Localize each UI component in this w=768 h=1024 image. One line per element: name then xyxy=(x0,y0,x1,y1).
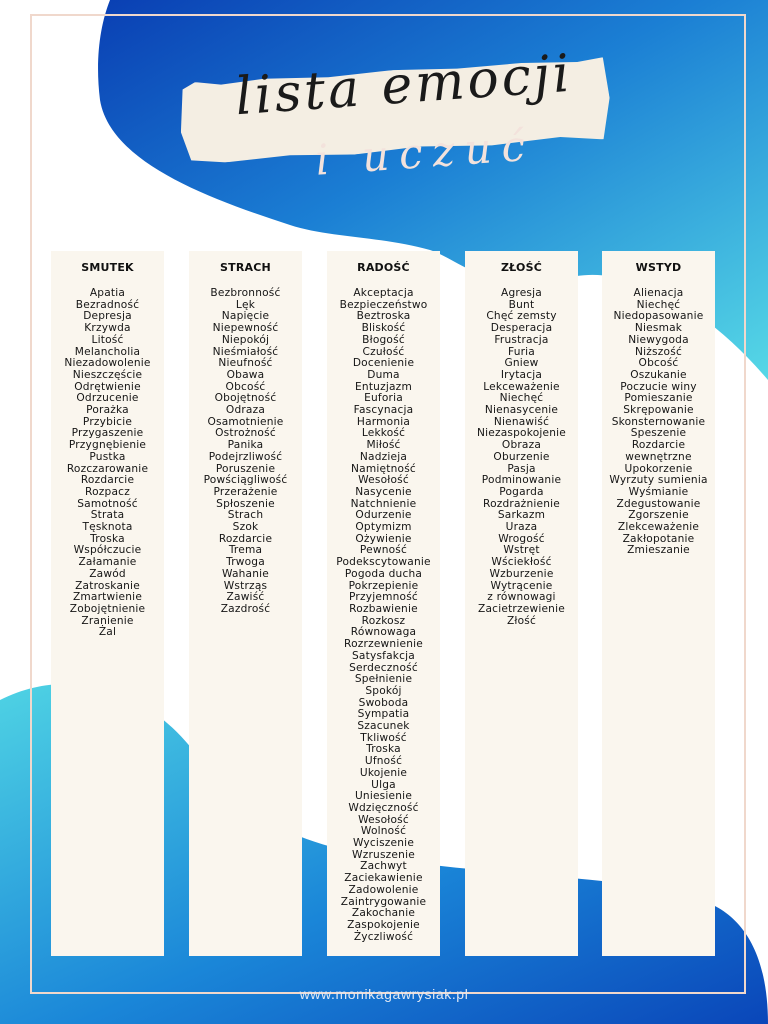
emotion-item: Wesołość xyxy=(358,474,409,487)
title-line-1: lista emocji xyxy=(233,43,575,128)
emotion-list xyxy=(189,288,302,616)
emotion-item: Zobojętnienie xyxy=(69,602,146,615)
emotion-item: Obawa xyxy=(226,368,265,381)
emotion-item: Rozbawienie xyxy=(349,602,418,615)
emotion-item: Odrzucenie xyxy=(76,392,139,405)
emotion-item: Akceptacja xyxy=(353,287,414,299)
emotion-item: Lekkość xyxy=(361,427,406,440)
emotion-item: Zazdrość xyxy=(220,602,271,615)
emotion-item: Przygnębienie xyxy=(68,439,147,452)
emotion-item: Niesmak xyxy=(634,322,683,335)
emotion-item: Przygaszenie xyxy=(71,427,144,440)
emotion-item: Niechęć xyxy=(499,392,544,405)
emotion-item: Wolność xyxy=(360,825,407,838)
emotion-item: Rozdarcie xyxy=(631,439,686,452)
emotion-item: Wahanie xyxy=(221,567,270,580)
emotion-item: Melancholia xyxy=(74,345,141,358)
emotion-item: Pasja xyxy=(507,462,536,475)
emotion-item: Samotność xyxy=(77,497,138,510)
emotion-item: Zranienie xyxy=(81,614,134,627)
emotion-item: Zgorszenie xyxy=(628,509,689,522)
emotion-item: Rozdarcie xyxy=(218,532,273,545)
emotion-item: Niedopasowanie xyxy=(613,310,704,323)
emotion-item: Wstrząs xyxy=(223,579,268,592)
emotion-item: Upokorzenie xyxy=(624,462,693,475)
emotion-item: Euforia xyxy=(364,392,403,405)
emotion-item: Satysfakcja xyxy=(352,649,415,662)
emotion-item: Docenienie xyxy=(352,357,415,370)
emotion-item: Wrogość xyxy=(498,532,545,545)
emotion-item: Podejrzliwość xyxy=(208,450,283,463)
emotion-item: Miłość xyxy=(366,439,401,452)
column-smutek xyxy=(51,251,164,956)
emotion-item: Beztroska xyxy=(356,310,411,323)
emotion-item: Osamotnienie xyxy=(207,415,284,428)
emotion-item: Furia xyxy=(507,345,536,358)
emotion-item: Przybicie xyxy=(82,415,133,428)
emotion-item: Obraza xyxy=(501,439,542,452)
emotion-item: Wyrzuty sumienia xyxy=(609,474,708,487)
emotion-item: Entuzjazm xyxy=(355,380,412,393)
emotion-item: Wstręt xyxy=(503,544,540,557)
emotion-item: Wzruszenie xyxy=(352,848,415,861)
emotion-item: Krzywda xyxy=(84,322,131,335)
column-heading: SMUTEK xyxy=(81,261,134,274)
emotion-item: Nieufność xyxy=(218,357,273,370)
emotion-item: Oszukanie xyxy=(630,368,687,381)
emotion-item: Fascynacja xyxy=(353,404,414,417)
emotion-item: Wesołość xyxy=(358,813,409,826)
emotion-item: Duma xyxy=(367,368,400,381)
emotion-item: Pokrzepienie xyxy=(348,579,419,592)
emotion-item: Lęk xyxy=(235,298,256,311)
emotion-item: Lekceważenie xyxy=(483,380,560,393)
emotion-item: Chęć zemsty xyxy=(486,310,557,323)
emotion-item: Wściekłość xyxy=(491,556,552,569)
emotion-item: Zdegustowanie xyxy=(616,497,701,510)
emotion-item: Zakłopotanie xyxy=(622,532,695,545)
emotion-item: Spłoszenie xyxy=(216,497,275,510)
emotion-item: Pogoda ducha xyxy=(344,567,423,580)
emotion-item: Natchnienie xyxy=(350,497,417,510)
emotion-item: Szok xyxy=(232,521,259,534)
emotion-item: Życzliwość xyxy=(353,930,414,943)
emotion-item: Rozpacz xyxy=(85,485,130,498)
emotion-item: Trwoga xyxy=(226,556,265,569)
emotion-item: Zakochanie xyxy=(351,907,416,920)
emotion-item: Zaspokojenie xyxy=(347,918,420,931)
emotion-item: Zachwyt xyxy=(360,860,407,873)
emotion-item: Rozkosz xyxy=(361,614,406,627)
footer-website-link[interactable]: www.monikagawrysiak.pl xyxy=(299,986,469,1002)
emotion-item: Spełnienie xyxy=(354,673,413,686)
emotion-item: Zlekceważenie xyxy=(617,521,700,534)
emotion-item: Uniesienie xyxy=(354,790,413,803)
emotion-item: Niewygoda xyxy=(628,333,689,346)
emotion-item: Serdeczność xyxy=(349,661,418,674)
emotion-item: Sympatia xyxy=(357,708,410,721)
emotion-item: Irytacja xyxy=(500,368,543,381)
emotion-item: Ostrożność xyxy=(215,427,276,440)
emotion-item: Zmartwienie xyxy=(72,591,143,604)
emotion-item: Rozczarowanie xyxy=(66,462,149,475)
emotion-item: Spokój xyxy=(365,684,402,697)
emotion-item: Wyśmianie xyxy=(628,485,689,498)
emotion-item: Ufność xyxy=(364,755,403,768)
emotion-item: Obcość xyxy=(225,380,266,393)
emotion-item: Bezpieczeństwo xyxy=(339,298,428,311)
column-strach xyxy=(189,251,302,956)
emotion-item: Frustracja xyxy=(494,333,549,346)
emotion-item: Odurzenie xyxy=(355,509,412,522)
emotion-item: Pustka xyxy=(89,450,126,463)
column-zlosc xyxy=(465,251,578,956)
emotion-item: Zaciekawienie xyxy=(344,872,423,885)
emotion-item: Przerażenie xyxy=(213,485,278,498)
emotion-item: Bezradność xyxy=(75,298,140,311)
emotion-item: Bunt xyxy=(508,298,535,311)
emotion-item: Niezaspokojenie xyxy=(476,427,567,440)
emotion-item: Depresja xyxy=(83,310,132,323)
column-heading: RADOŚĆ xyxy=(357,261,410,274)
emotion-item: Sarkazm xyxy=(497,509,546,522)
emotion-item: Nasycenie xyxy=(355,485,412,498)
emotion-item: Wyciszenie xyxy=(352,837,415,850)
emotion-item: Niechęć xyxy=(636,298,681,311)
emotion-item: Nienasycenie xyxy=(484,404,559,417)
title-line-2: i uczuć xyxy=(313,120,537,185)
emotion-item: Zawód xyxy=(89,567,126,580)
emotion-item: Strach xyxy=(227,509,264,522)
emotion-item: Odraza xyxy=(225,404,266,417)
emotion-item: Zmieszanie xyxy=(627,544,690,557)
emotion-item: Przyjemność xyxy=(349,591,418,604)
emotion-item: Nieszczęście xyxy=(72,368,143,381)
emotion-list xyxy=(327,288,440,943)
emotion-item: Troska xyxy=(90,532,125,545)
emotion-item: Apatia xyxy=(89,287,126,299)
emotion-item: Oburzenie xyxy=(493,450,550,463)
emotion-item: Odrętwienie xyxy=(74,380,141,393)
emotion-item: Obcość xyxy=(638,357,679,370)
column-heading: STRACH xyxy=(220,261,271,274)
emotion-item: Speszenie xyxy=(630,427,687,440)
emotion-item: Wzburzenie xyxy=(489,567,554,580)
emotion-list xyxy=(51,288,164,639)
emotion-item: Alienacja xyxy=(633,287,684,299)
emotion-item: Tęsknota xyxy=(82,521,133,534)
emotion-item: Poczucie winy xyxy=(620,380,697,393)
emotion-item: Zadowolenie xyxy=(348,883,419,896)
emotion-item: Niepokój xyxy=(221,333,270,346)
emotion-item: Optymizm xyxy=(355,521,412,534)
emotion-item: Zatroskanie xyxy=(75,579,140,592)
emotion-item: Porażka xyxy=(86,404,129,417)
emotion-item: Nienawiść xyxy=(493,415,550,428)
emotion-item: Ulga xyxy=(371,778,396,791)
emotion-item: Równowaga xyxy=(350,626,417,639)
emotion-list xyxy=(465,288,578,627)
emotion-item: Podminowanie xyxy=(481,474,562,487)
emotion-item: Ukojenie xyxy=(359,766,408,779)
emotion-item: Niższość xyxy=(635,345,682,358)
emotion-item: Swoboda xyxy=(358,696,409,709)
emotion-item: Troska xyxy=(366,743,401,756)
emotion-item: z równowagi xyxy=(487,591,556,604)
emotion-item: Wytrącenie xyxy=(490,579,553,592)
emotion-item: Powściągliwość xyxy=(203,474,288,487)
emotion-item: Złość xyxy=(506,614,537,627)
emotion-item: Szacunek xyxy=(357,720,410,733)
emotion-list xyxy=(602,288,715,557)
emotion-item: Agresja xyxy=(501,287,542,299)
emotion-item: Skrępowanie xyxy=(623,404,694,417)
column-heading: WSTYD xyxy=(635,261,682,274)
emotion-item: Ożywienie xyxy=(355,532,412,545)
emotion-item: Niepewność xyxy=(212,322,279,335)
emotion-item: Namiętność xyxy=(351,462,416,475)
emotion-item: Tkliwość xyxy=(360,731,407,744)
column-wstyd xyxy=(602,251,715,956)
emotion-item: Nieśmiałość xyxy=(212,345,279,358)
emotion-item: Trema xyxy=(228,544,263,557)
emotion-item: Gniew xyxy=(504,357,539,370)
emotion-item: Pomieszanie xyxy=(624,392,693,405)
emotion-item: Harmonia xyxy=(356,415,411,428)
emotion-item: Wdzięczność xyxy=(348,801,419,814)
emotion-item: Obojętność xyxy=(214,392,277,405)
emotion-item: Nadzieja xyxy=(359,450,408,463)
emotion-item: Desperacja xyxy=(490,322,553,335)
emotion-item: Litość xyxy=(91,333,124,346)
emotion-item: Rozrzewnienie xyxy=(344,638,423,651)
emotion-item: Błogość xyxy=(362,333,405,346)
emotion-item: Rozdarcie xyxy=(80,474,135,487)
emotion-item: Strata xyxy=(90,509,125,522)
emotion-item: Skonsternowanie xyxy=(611,415,706,428)
emotion-item: Zaintrygowanie xyxy=(340,895,427,908)
emotion-item: Uraza xyxy=(505,521,538,534)
emotion-item: Pogarda xyxy=(499,485,544,498)
emotion-item: Napięcie xyxy=(221,310,270,323)
emotion-item: Niezadowolenie xyxy=(64,357,151,370)
emotion-item: Współczucie xyxy=(73,544,142,557)
emotion-item: Panika xyxy=(227,439,264,452)
emotion-item: Podekscytowanie xyxy=(336,556,431,569)
emotion-item: Załamanie xyxy=(78,556,137,569)
column-radosc xyxy=(327,251,440,956)
emotion-item: Poruszenie xyxy=(215,462,276,475)
emotion-item: Bezbronność xyxy=(210,287,281,299)
emotion-item: Pewność xyxy=(359,544,408,557)
emotion-item: Żal xyxy=(98,626,117,639)
emotion-item: Rozdrażnienie xyxy=(482,497,560,510)
emotion-item: Bliskość xyxy=(361,322,406,335)
emotion-item: Zacietrzewienie xyxy=(478,602,565,615)
emotion-item: Zawiść xyxy=(226,591,265,604)
emotion-item: wewnętrzne xyxy=(625,450,692,463)
emotion-item: Czułość xyxy=(362,345,405,358)
column-heading: ZŁOŚĆ xyxy=(501,261,542,274)
